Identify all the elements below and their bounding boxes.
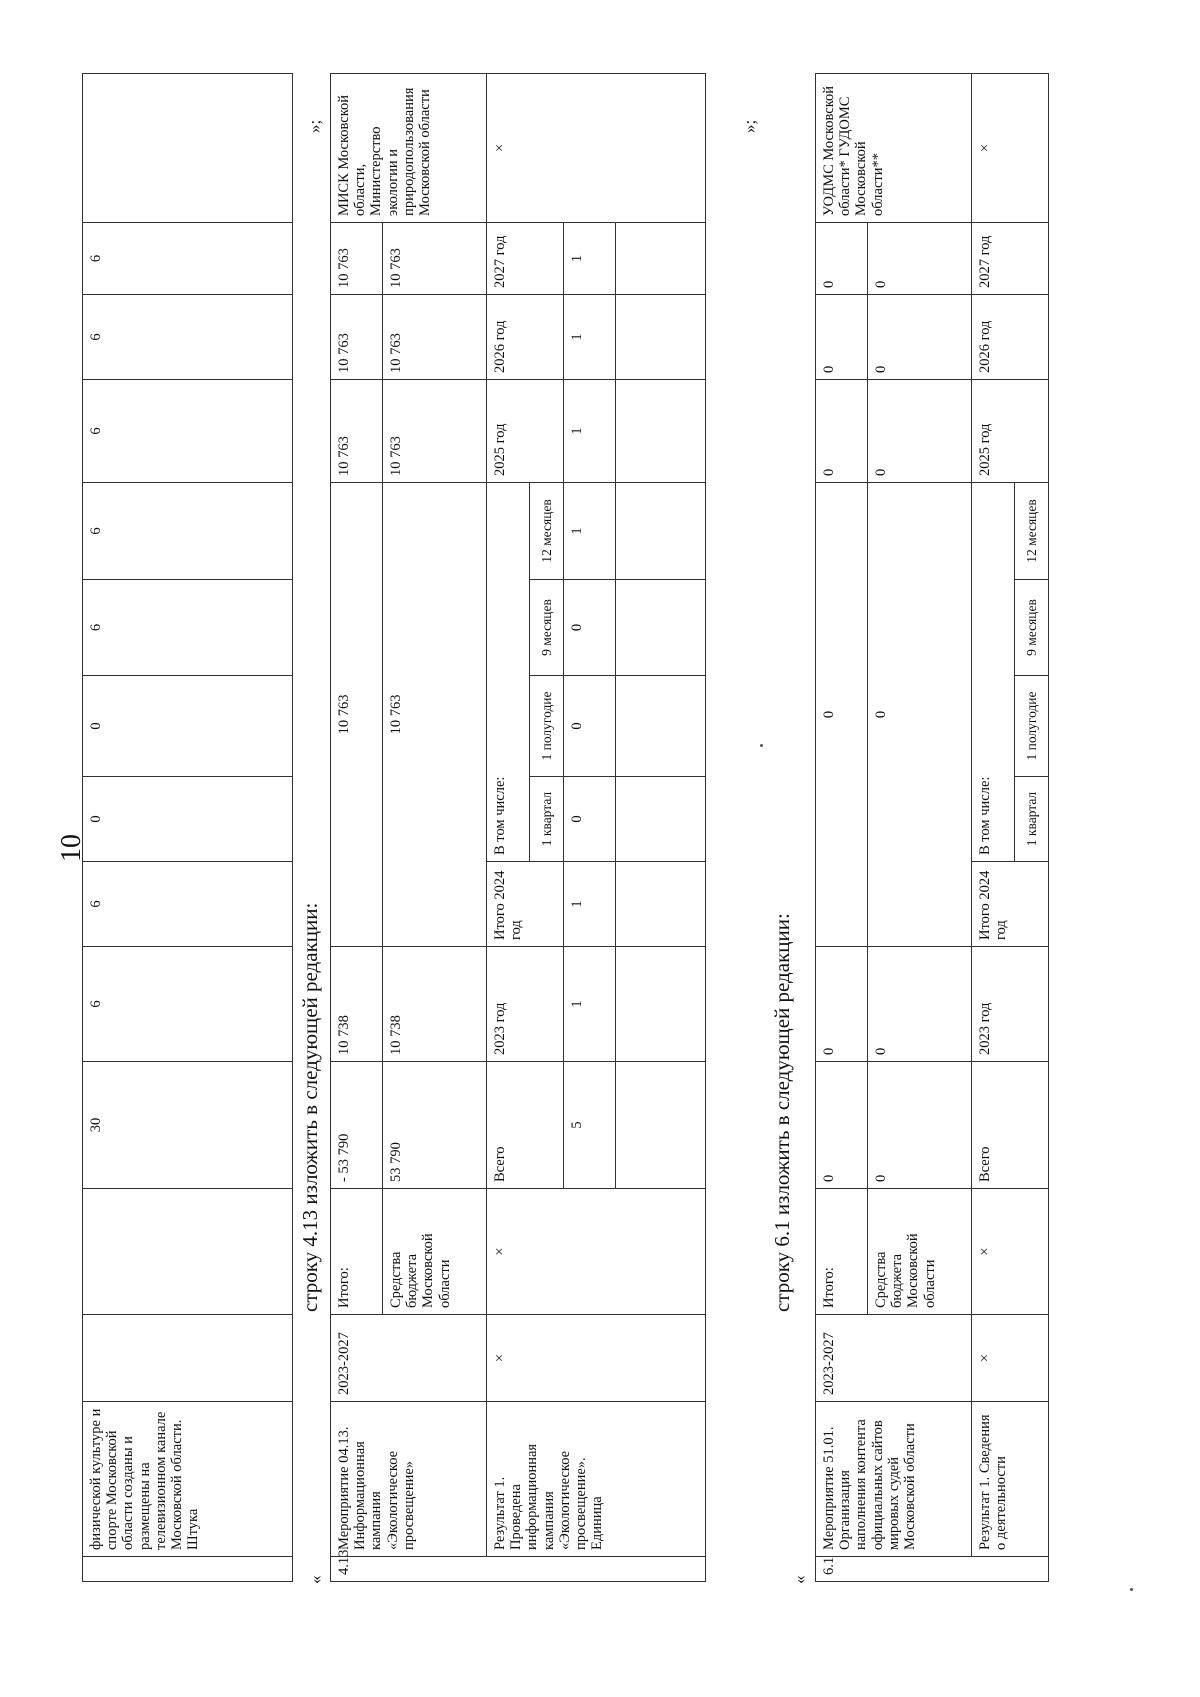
value-total: 30 [83, 1062, 293, 1189]
y2025-budget: 0 [868, 379, 972, 482]
y2025-total: 0 [816, 379, 868, 482]
row-number-cell [83, 1557, 293, 1582]
y2024-total: 0 [816, 482, 868, 946]
executor-x: × [487, 73, 706, 222]
y2027-budget: 0 [868, 222, 972, 294]
blank-cell [616, 1062, 706, 1189]
value-2026: 6 [83, 295, 293, 380]
result-text-cell: физической культуре и спорте Московской области созданы и размещены на телевизионном канале Московской области. Штука [83, 1402, 293, 1557]
value-2025: 6 [83, 380, 293, 483]
y2026-budget: 10 763 [383, 294, 487, 379]
header-itogo-2024: Итого 2024 год [972, 862, 1049, 947]
result-itogo-2024: 1 [564, 862, 616, 947]
source-budget-label: Средства бюджета Московской области [868, 1189, 972, 1315]
y2024-budget: 0 [868, 482, 972, 946]
y2023-total: 0 [816, 947, 868, 1062]
result-2025: 1 [564, 379, 616, 482]
result-name: Результат 1. Проведена информационная кампания «Экологическое просвещение». Единица [487, 1402, 706, 1557]
blank-cell [616, 862, 706, 947]
result-9m: 0 [564, 580, 616, 676]
y2023-total: 10 738 [331, 947, 383, 1062]
y2023-budget: 0 [868, 947, 972, 1062]
value-9m: 6 [83, 580, 293, 676]
event-name: Мероприятие 04.13. Информационная кампания «Экологическое просвещение» [331, 1402, 487, 1557]
scan-speck [760, 744, 763, 747]
result-12m: 1 [564, 482, 616, 579]
source-budget-label: Средства бюджета Московской области [383, 1189, 487, 1315]
header-2023: 2023 год [487, 947, 564, 1062]
sum-total: - 53 790 [331, 1062, 383, 1189]
opening-quote: « [790, 1575, 809, 1584]
y2023-budget: 10 738 [383, 947, 487, 1062]
y2026-budget: 0 [868, 294, 972, 379]
blank-cell [616, 676, 706, 777]
y2027-budget: 10 763 [383, 222, 487, 294]
result-name: Результат 1. Сведения о деятельности [972, 1402, 1049, 1557]
header-q1: 1 квартал [530, 777, 564, 862]
value-q1: 0 [83, 777, 293, 862]
section-heading: строку 4.13 изложить в следующей редакции: [298, 902, 322, 1312]
y2025-total: 10 763 [331, 379, 383, 482]
section-heading: строку 6.1 изложить в следующей редакции: [770, 913, 794, 1312]
header-total: Всего [487, 1062, 564, 1189]
header-2026: 2026 год [972, 294, 1049, 379]
period-x: × [487, 1315, 706, 1402]
blank-cell [616, 294, 706, 379]
y2026-total: 10 763 [331, 294, 383, 379]
event-name: Мероприятие 51.01. Организация наполнения контента официальных сайтов мировых судей Московской области [816, 1402, 972, 1557]
period-cell [83, 1315, 293, 1402]
blank-cell [616, 482, 706, 579]
value-itogo-2024: 6 [83, 862, 293, 947]
source-total-label: Итого: [331, 1189, 383, 1315]
source-x: × [487, 1189, 706, 1315]
header-9m: 9 месяцев [1015, 580, 1049, 676]
continuation-table [82, 73, 293, 1582]
sum-total: 0 [816, 1062, 868, 1189]
executor-x: × [972, 73, 1049, 222]
header-9m: 9 месяцев [530, 580, 564, 676]
header-itogo-2024: Итого 2024 год [487, 862, 564, 947]
source-total-label: Итого: [816, 1189, 868, 1315]
period: 2023-2027 [331, 1315, 487, 1402]
header-2023: 2023 год [972, 947, 1049, 1062]
y2025-budget: 10 763 [383, 379, 487, 482]
blank-cell [616, 379, 706, 482]
period-x: × [972, 1315, 1049, 1402]
blank-cell [616, 777, 706, 862]
result-q1: 0 [564, 777, 616, 862]
header-q1: 1 квартал [1015, 777, 1049, 862]
blank-cell [616, 222, 706, 294]
period: 2023-2027 [816, 1315, 972, 1402]
result-2023: 1 [564, 947, 616, 1062]
page-number: 10 [56, 834, 87, 862]
header-2025: 2025 год [972, 379, 1049, 482]
header-half: 1 полугодие [1015, 676, 1049, 777]
source-cell [83, 1189, 293, 1315]
header-2025: 2025 год [487, 379, 564, 482]
executor: УОДМС Московской области* ГУДОМС Московской области** [816, 73, 972, 222]
value-2027: 6 [83, 223, 293, 295]
sum-budget: 53 790 [383, 1062, 487, 1189]
blank-cell [616, 580, 706, 676]
result-total: 5 [564, 1062, 616, 1189]
header-including: В том числе: [972, 482, 1015, 861]
row-4-13-table [330, 73, 706, 1582]
header-including: В том числе: [487, 482, 530, 861]
value-2023: 6 [83, 947, 293, 1062]
source-x: × [972, 1189, 1049, 1315]
executor: МИСК Московской области, Министерство экологии и природопользования Московской области [331, 73, 487, 222]
header-2027: 2027 год [972, 222, 1049, 294]
result-2027: 1 [564, 222, 616, 294]
result-half: 0 [564, 676, 616, 777]
scan-speck [1130, 1588, 1133, 1591]
row-number: 6.1 [816, 1557, 1049, 1582]
y2024-budget: 10 763 [383, 482, 487, 946]
closing-mark: »; [740, 119, 759, 133]
header-12m: 12 месяцев [1015, 482, 1049, 579]
y2027-total: 0 [816, 222, 868, 294]
header-total: Всего [972, 1062, 1049, 1189]
executor-cell [83, 74, 293, 223]
value-half: 0 [83, 676, 293, 777]
header-2027: 2027 год [487, 222, 564, 294]
closing-mark: »; [305, 119, 324, 133]
header-12m: 12 месяцев [530, 482, 564, 579]
row-number: 4.13 [331, 1557, 706, 1582]
blank-cell [616, 947, 706, 1062]
value-12m: 6 [83, 483, 293, 580]
header-half: 1 полугодие [530, 676, 564, 777]
sum-budget: 0 [868, 1062, 972, 1189]
y2024-total: 10 763 [331, 482, 383, 946]
result-2026: 1 [564, 294, 616, 379]
opening-quote: « [306, 1575, 325, 1584]
y2026-total: 0 [816, 294, 868, 379]
y2027-total: 10 763 [331, 222, 383, 294]
row-6-1-table [815, 73, 1049, 1582]
header-2026: 2026 год [487, 294, 564, 379]
